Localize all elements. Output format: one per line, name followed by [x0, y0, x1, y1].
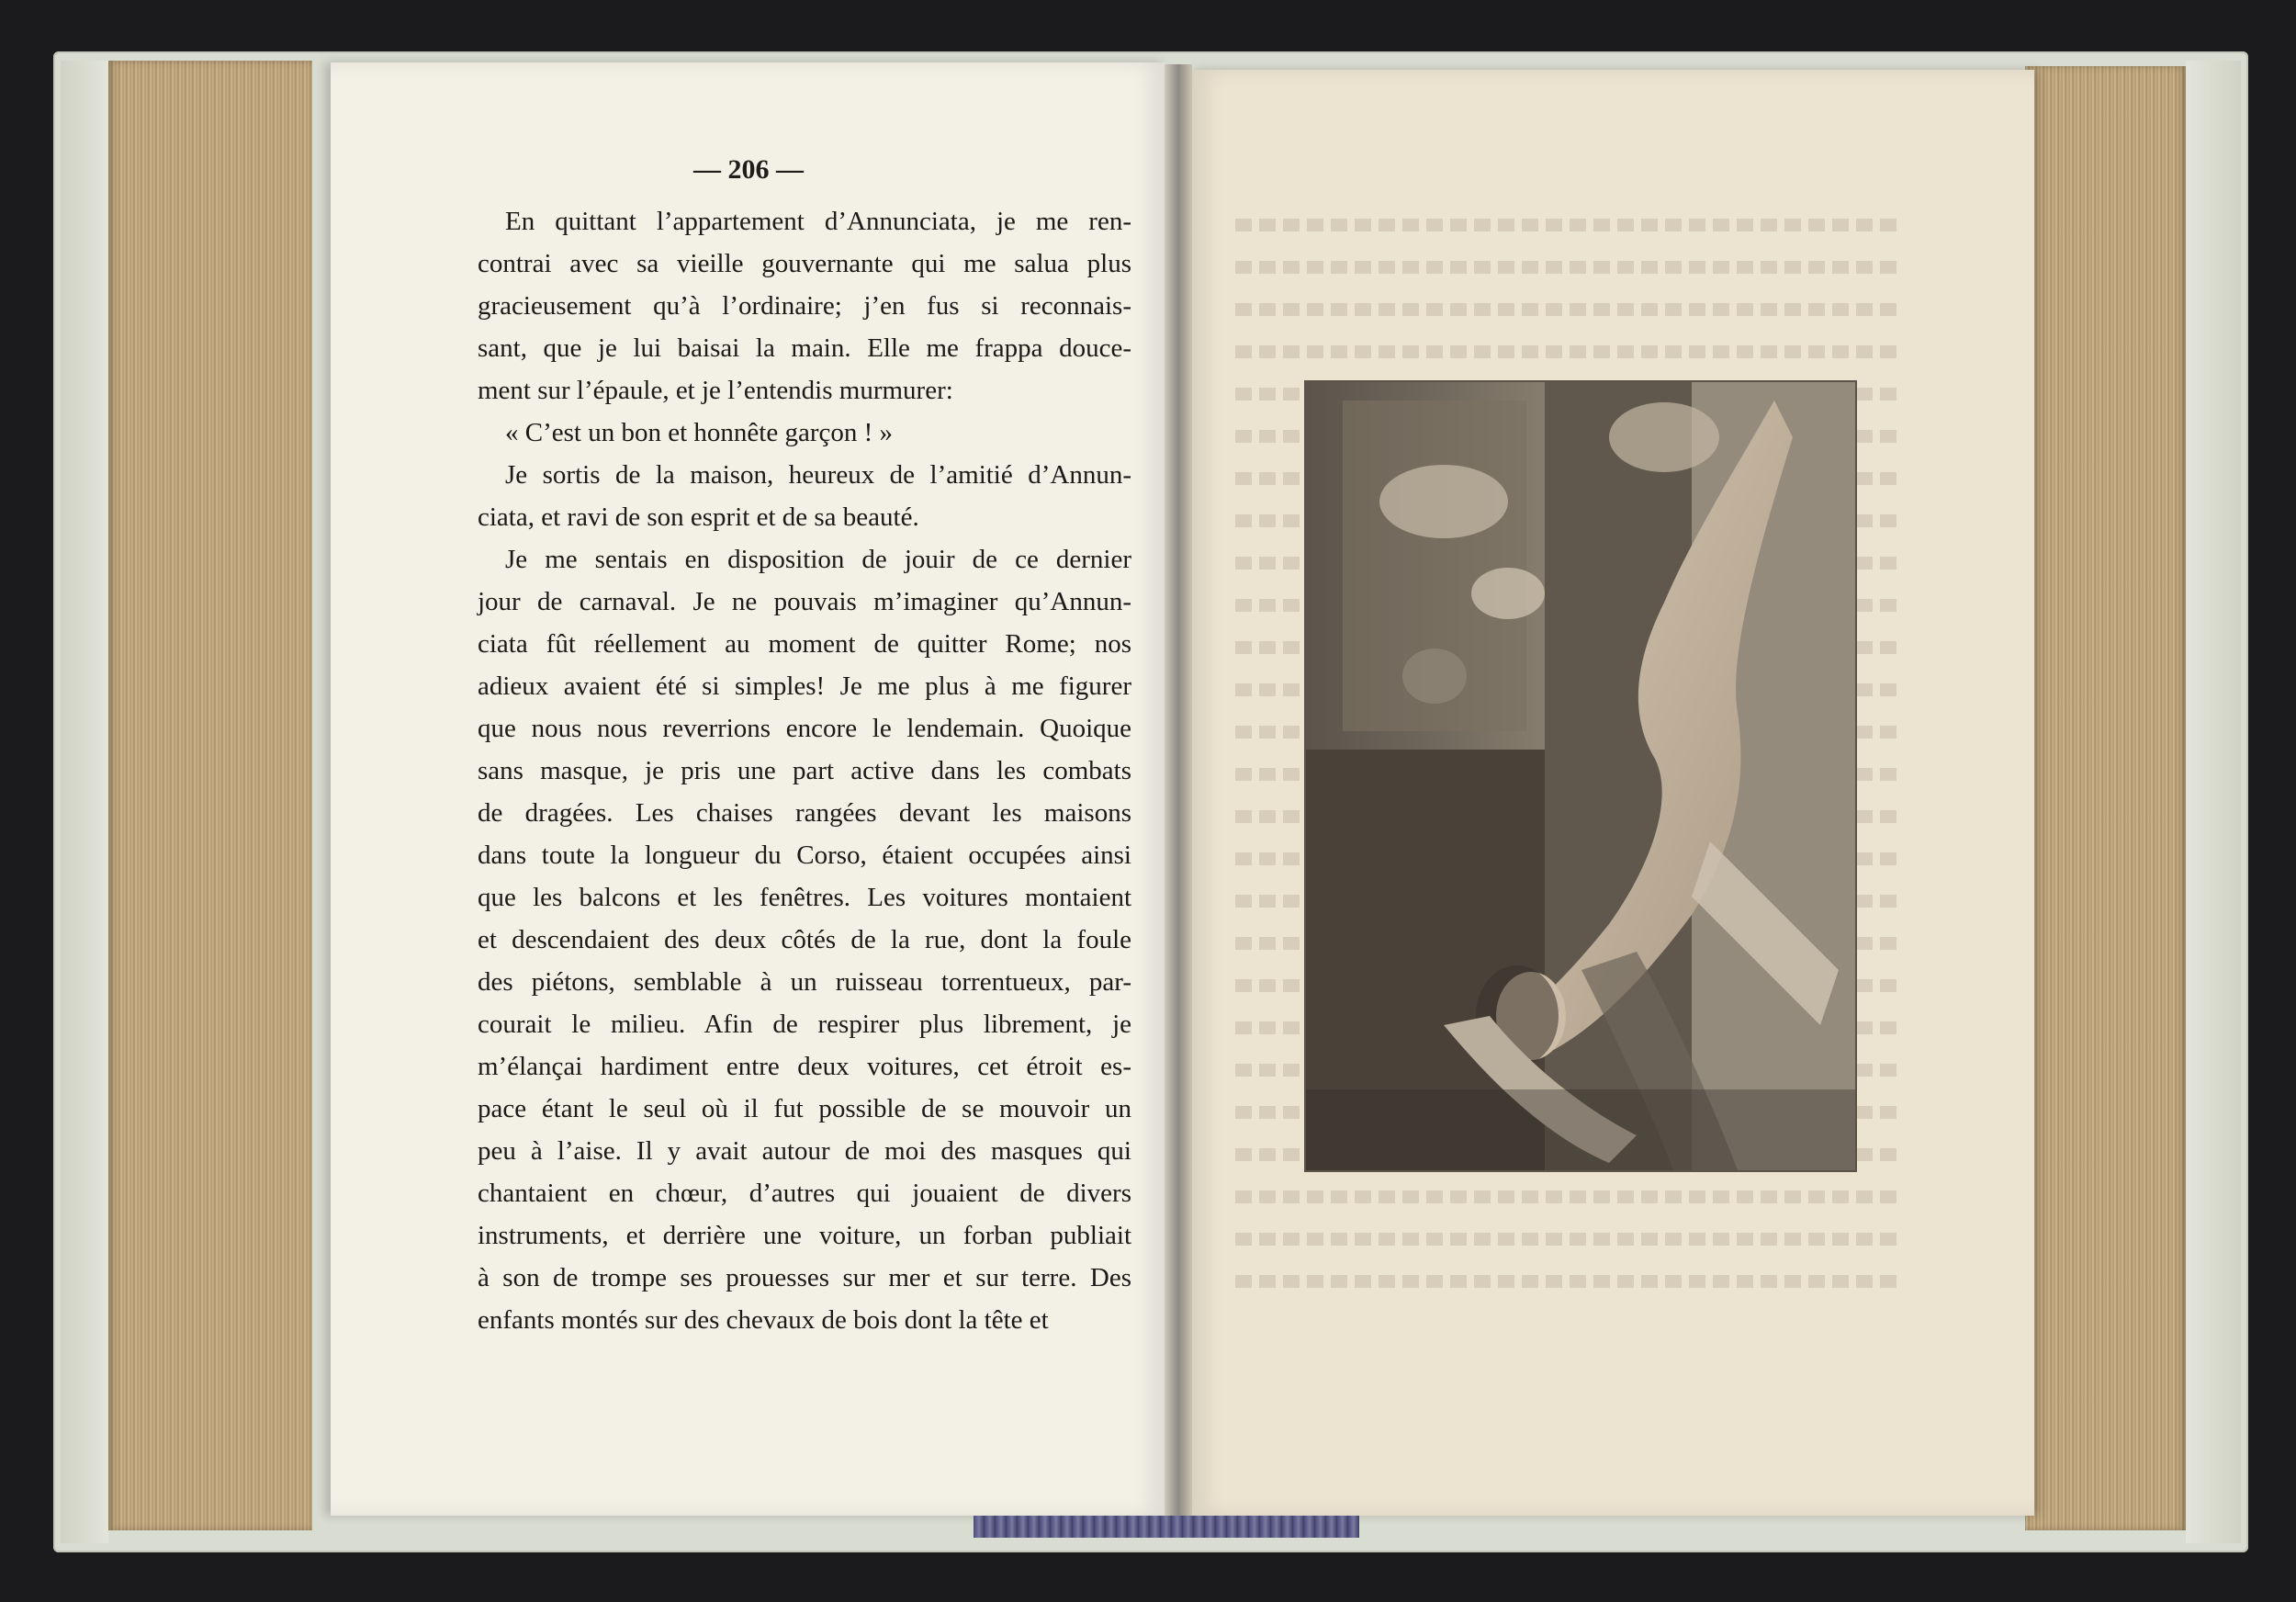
text-line: Je sortis de la maison, heureux de l’amitié d’Annun-	[505, 460, 1131, 490]
show-through-line	[1235, 1190, 1896, 1203]
text-line: adieux avaient été si simples! Je me plus à me figurer	[478, 671, 1131, 701]
text-line: ciata, et ravi de son esprit et de sa beauté.	[478, 502, 919, 532]
show-through-line	[1235, 219, 1896, 231]
text-line: contrai avec sa vieille gouvernante qui me salua plus	[478, 249, 1131, 278]
text-line: ment sur l’épaule, et je l’entendis murmurer:	[478, 376, 953, 405]
text-line: dans toute la longueur du Corso, étaient occupées ainsi	[478, 840, 1131, 870]
cover-flap-right	[2186, 61, 2241, 1543]
page-number: — 206 —	[693, 154, 804, 185]
text-line: que les balcons et les fenêtres. Les voitures montaient	[478, 883, 1131, 912]
text-line: « C’est un bon et honnête garçon ! »	[505, 418, 894, 447]
text-line: chantaient en chœur, d’autres qui jouaient de divers	[478, 1179, 1131, 1208]
text-line: Je me sentais en disposition de jouir de ce dernier	[505, 545, 1131, 574]
text-line: m’élançai hardiment entre deux voitures, cet étroit es-	[478, 1052, 1131, 1081]
text-line: En quittant l’appartement d’Annunciata, je me ren-	[505, 207, 1131, 236]
spine-headband	[974, 1516, 1359, 1538]
text-line: à son de trompe ses prouesses sur mer et sur terre. Des	[478, 1263, 1131, 1292]
text-line: jour de carnaval. Je ne pouvais m’imaginer qu’Annun-	[478, 587, 1131, 616]
text-line: sant, que je lui baisai la main. Elle me frappa douce-	[478, 333, 1131, 363]
plate-image	[1306, 382, 1855, 1170]
text-line: peu à l’aise. Il y avait autour de moi des masques qui	[478, 1136, 1131, 1166]
show-through-line	[1235, 1233, 1896, 1246]
text-line: instruments, et derrière une voiture, un forban publiait	[478, 1221, 1131, 1250]
show-through-line	[1235, 261, 1896, 274]
text-line: et descendaient des deux côtés de la rue, dont la foule	[478, 925, 1131, 954]
text-line: pace étant le seul où il fut possible de se mouvoir un	[478, 1094, 1131, 1123]
show-through-line	[1235, 1275, 1896, 1288]
text-line: courait le milieu. Afin de respirer plus librement, je	[478, 1010, 1131, 1039]
text-line: de dragées. Les chaises rangées devant les maisons	[478, 798, 1131, 828]
text-line: gracieusement qu’à l’ordinaire; j’en fus si reconnais-	[478, 291, 1131, 321]
page-edges-left	[108, 61, 312, 1530]
cover-flap-left	[61, 61, 108, 1543]
show-through-line	[1235, 345, 1896, 358]
text-line: enfants montés sur des chevaux de bois dont la tête et	[478, 1305, 1049, 1335]
text-line: ciata fût réellement au moment de quitter Rome; nos	[478, 629, 1131, 659]
text-line: sans masque, je pris une part active dans les combats	[478, 756, 1131, 785]
page-edges-right	[2025, 66, 2186, 1530]
photo-plate	[1306, 382, 1855, 1170]
book-gutter	[1165, 64, 1192, 1525]
text-line: des piétons, semblable à un ruisseau torrentueux, par-	[478, 967, 1131, 997]
text-line: que nous nous reverrions encore le lendemain. Quoique	[478, 714, 1131, 743]
show-through-line	[1235, 303, 1896, 316]
